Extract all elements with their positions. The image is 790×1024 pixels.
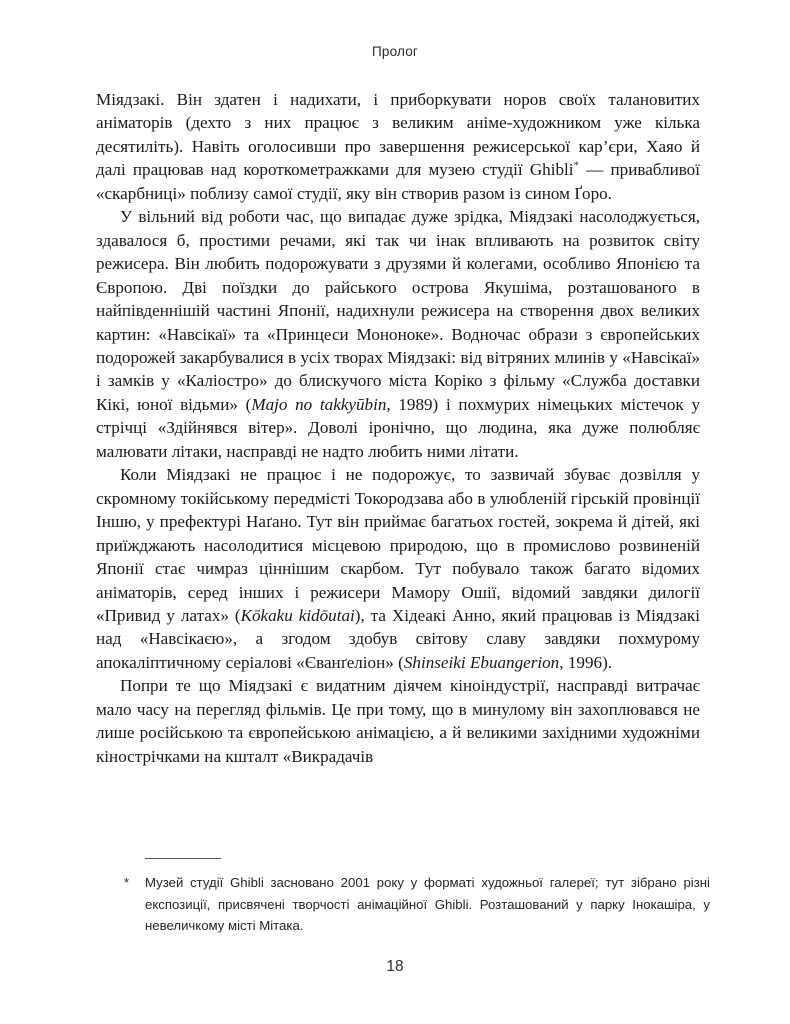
text-run: Міядзакі. Він здатен і надихати, і приборкувати норов своїх талановитих аніматорів (дехто з них працює з великим аніме-художником уже кілька десятиліть). Навіть оголосивши про завершення режисерської кар’єри, Хаяо й далі працював над короткометражками для музею студії Ghibli xyxy=(96,90,700,180)
text-run: Коли Міядзакі не працює і не подорожує, то зазвичай збуває дозвілля у скромному токійському передмісті Токородзава або в улюбленій гірській провінції Іншю, у префектурі Наґано. Тут він приймає багатьох гостей, зокрема й дітей, які приїжджають насолодитися місцевою природою, що в промислово розвиненій Японії стає чимраз ціннішим скарбом. Тут побувало також багато відомих аніматорів, серед інших і режисери Мамору Ошії, відомий завдяки дилогії «Привид у латах» ( xyxy=(96,465,700,625)
page-number: 18 xyxy=(386,958,404,975)
text-run: Попри те що Міядзакі є видатним діячем кіноіндустрії, насправді витрачає мало часу на перегляд фільмів. Це при тому, що в минулому він захоплювався не лише російською та європейською анімацією, а й великими західними художніми кінострічками на кшталт «Викрадачів xyxy=(96,676,700,766)
paragraph xyxy=(96,205,700,463)
footnote-text: Музей студії Ghibli засновано 2001 року у форматі художньої галереї; тут зібрано різні експозиції, присвячені творчості анімаційної Ghibli. Розташований у парку Інокашіра, у невеличкому місті Мітака. xyxy=(145,875,710,933)
italic-title: Kōkaku kidōutai xyxy=(240,605,355,625)
body-text-column xyxy=(96,88,700,768)
italic-title: Shinseiki Ebuangerion xyxy=(403,652,560,672)
italic-title: Majo no takkyūbin xyxy=(251,394,387,414)
text-run: У вільний від роботи час, що випадає дуже зрідка, Міядзакі насолоджується, здавалося б, простими речами, які так чи інак впливають на розвиток світу режисера. Він любить подорожувати з друзями й колегами, особливо Японією та Європою. Дві поїздки до райського острова Якушіма, розташованого в найпівденнішій частині Японії, надихнули режисера на створення двох великих картин: «Навсікаї» та «Принцеси Мононоке». Водночас образи з європейських подорожей закарбувалися в усіх творах Міядзакі: від вітряних млинів у «Навсікаї» і замків у «Каліостро» до блискучого міста Коріко з фільму «Служба доставки Кікі, юної відьми» ( xyxy=(96,207,700,414)
paragraph xyxy=(96,88,700,205)
footnote-separator-rule xyxy=(145,858,221,859)
footnote-reference-marker[interactable]: * xyxy=(573,159,580,172)
text-run: , 1996). xyxy=(559,652,613,672)
footnote-block xyxy=(96,858,710,937)
text-run: — привабливої «скарбниці» поблизу самої студії, яку він створив разом із сином Ґоро. xyxy=(96,160,700,203)
footnote-row xyxy=(96,872,710,937)
text-run: ), та Хідеакі Анно, який працював із Міядзакі над «Навсікаєю», а згодом здобув світову славу завдяки похмурому апокаліптичному серіалові «Єванґеліон» ( xyxy=(96,605,700,672)
running-head: Пролог xyxy=(371,44,419,59)
footnote-marker: * xyxy=(124,875,130,890)
paragraph xyxy=(96,463,700,674)
text-run: , 1989) і похмурих німецьких містечок у стрічці «Здійнявся вітер». Доволі іронічно, що людина, яка дуже полюбляє малювати літаки, насправді не надто любить ними літати. xyxy=(96,394,700,461)
paragraph xyxy=(96,674,700,768)
